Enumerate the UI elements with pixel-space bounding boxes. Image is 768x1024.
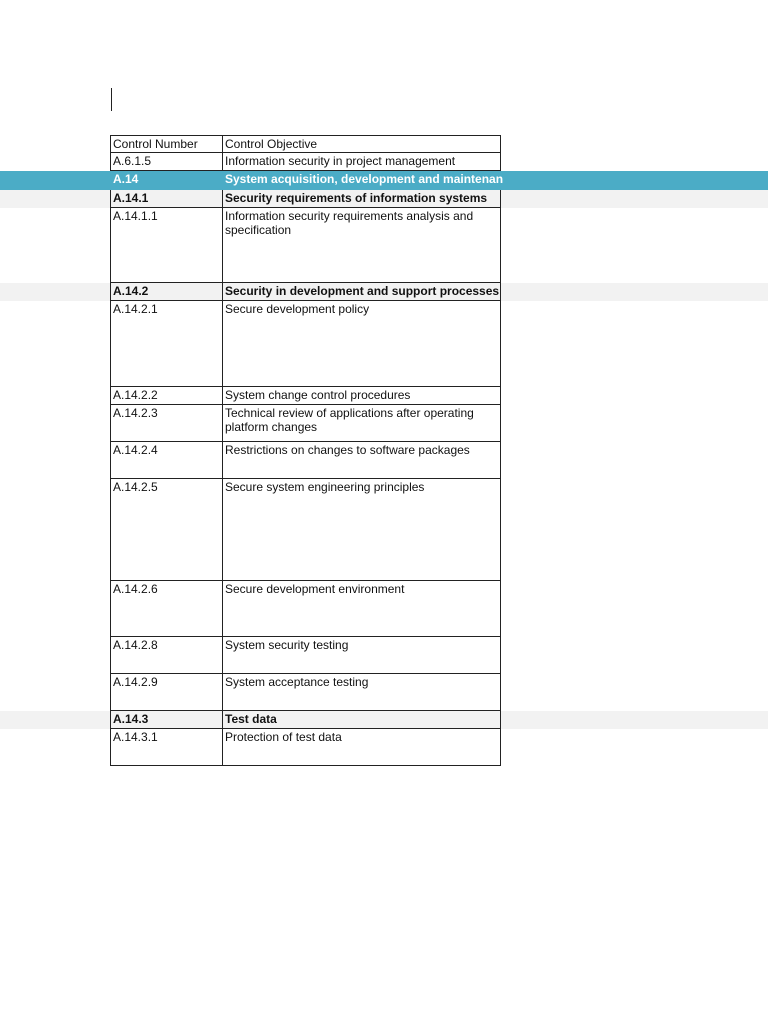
section-row — [0, 171, 768, 190]
control-number-cell[interactable]: A.14.1.1 — [110, 208, 222, 283]
control-number-cell[interactable]: A.14.2.3 — [110, 405, 222, 442]
section-number-cell[interactable]: A.14 — [110, 171, 222, 190]
table-row — [0, 405, 768, 442]
section-title-cell[interactable]: System acquisition, development and maintenan — [222, 171, 768, 190]
subsection-row — [0, 711, 768, 729]
table-row — [0, 674, 768, 711]
control-objective-cell[interactable]: Secure system engineering principles — [222, 479, 501, 581]
control-number-cell[interactable]: A.14.3.1 — [110, 729, 222, 766]
table-row — [0, 208, 768, 283]
header-control-objective[interactable]: Control Objective — [222, 135, 501, 153]
subsection-number-cell[interactable]: A.14.1 — [110, 190, 222, 208]
header-control-number[interactable]: Control Number — [110, 135, 222, 153]
subsection-title-cell[interactable]: Test data — [222, 711, 501, 729]
table-row — [0, 479, 768, 581]
table-row — [0, 387, 768, 405]
control-objective-cell[interactable]: System change control procedures — [222, 387, 501, 405]
control-number-cell[interactable]: A.14.2.4 — [110, 442, 222, 479]
subsection-title-cell[interactable]: Security requirements of information systems — [222, 190, 501, 208]
control-number-cell[interactable]: A.14.2.2 — [110, 387, 222, 405]
table-row — [0, 153, 768, 171]
subsection-row — [0, 283, 768, 301]
control-number-cell[interactable]: A.14.2.1 — [110, 301, 222, 387]
control-number-cell[interactable]: A.14.2.8 — [110, 637, 222, 674]
text-cursor — [111, 88, 112, 111]
control-objective-cell[interactable]: Information security requirements analysis and specification — [222, 208, 501, 283]
table-row — [0, 729, 768, 766]
control-objective-cell[interactable]: Protection of test data — [222, 729, 501, 766]
control-number-cell[interactable]: A.6.1.5 — [110, 153, 222, 171]
control-objective-cell[interactable]: Secure development environment — [222, 581, 501, 637]
table-row — [0, 301, 768, 387]
control-objective-cell[interactable]: System security testing — [222, 637, 501, 674]
table-row — [0, 442, 768, 479]
table-row — [0, 581, 768, 637]
control-number-cell[interactable]: A.14.2.6 — [110, 581, 222, 637]
control-number-cell[interactable]: A.14.2.9 — [110, 674, 222, 711]
control-objective-cell[interactable]: Restrictions on changes to software packages — [222, 442, 501, 479]
table-header-row — [0, 135, 768, 153]
subsection-number-cell[interactable]: A.14.2 — [110, 283, 222, 301]
control-objective-cell[interactable]: System acceptance testing — [222, 674, 501, 711]
control-objective-cell[interactable]: Information security in project management — [222, 153, 501, 171]
table-row — [0, 637, 768, 674]
subsection-row — [0, 190, 768, 208]
control-objective-cell[interactable]: Technical review of applications after operating platform changes — [222, 405, 501, 442]
control-number-cell[interactable]: A.14.2.5 — [110, 479, 222, 581]
control-objective-cell[interactable]: Secure development policy — [222, 301, 501, 387]
subsection-title-cell[interactable]: Security in development and support processes — [222, 283, 501, 301]
subsection-number-cell[interactable]: A.14.3 — [110, 711, 222, 729]
